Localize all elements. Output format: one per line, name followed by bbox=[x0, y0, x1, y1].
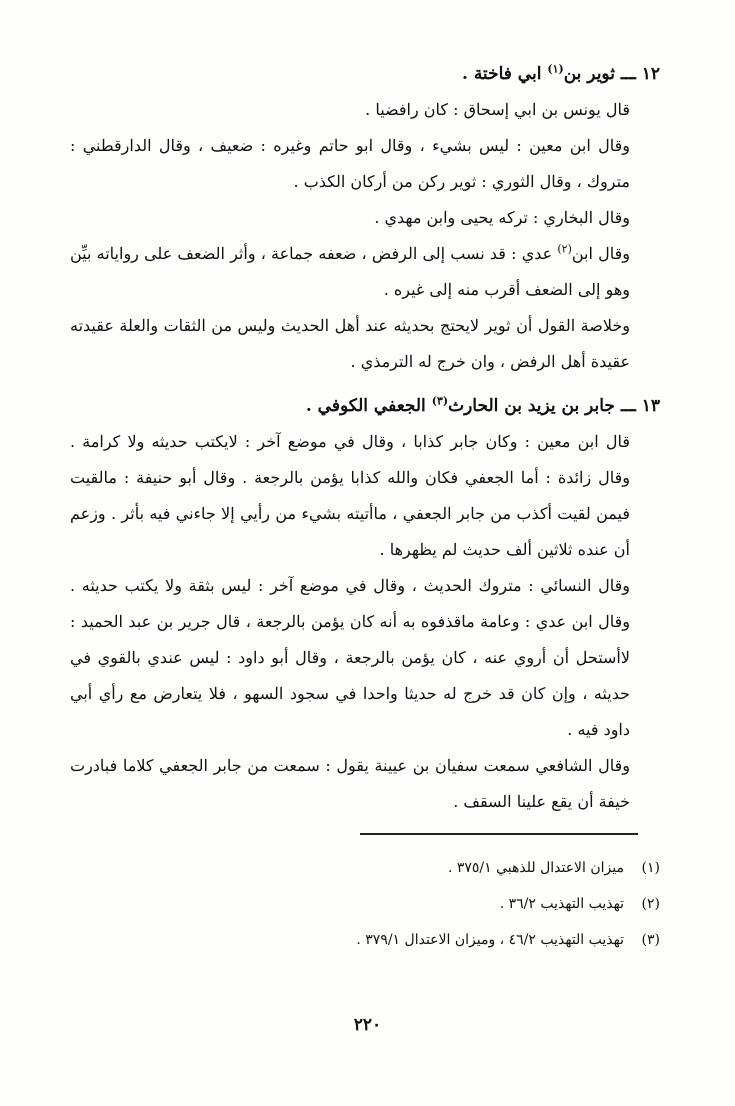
footnote-text: تهذيب التهذيب ٣٦/٢ . bbox=[499, 896, 624, 912]
paragraph: وقال الشافعي سمعت سفيان بن عيينة يقول : سمعت من جابر الجعفي كلاما فبادرت خيفة أن يقع علينا السقف . bbox=[70, 756, 631, 811]
main-text bbox=[70, 56, 660, 820]
entry-number: ١٢ bbox=[641, 64, 660, 84]
entry-heading-13 bbox=[70, 388, 660, 424]
footnote-number: (٢) bbox=[641, 896, 660, 912]
footnote-ref: (١) bbox=[547, 62, 564, 76]
paragraph-text: وقال ابن bbox=[571, 244, 631, 263]
footnote-number: (٣) bbox=[641, 932, 660, 948]
paragraph: قال يونس بن ابي إسحاق : كان رافضيا . bbox=[365, 100, 630, 119]
footnote-ref: (٢) bbox=[557, 242, 572, 256]
narrator-name: ثوير بن bbox=[563, 64, 615, 84]
paragraph: وقال النسائي : متروك الحديث ، وقال في موضع آخر : ليس بثقة ولا يكتب حديثه . وقال ابن عدي : وعامة ماقذفوه به أنه كان يؤمن بالرجعة ، قال جرير بن عبد الحميد : لاأستحل أن أروي عنه ، كان يؤمن بالرجعة ، وقال أبو داود : ليس عندي بالقوي في حديثه ، وإن كان قد خرج له حديثا واحدا في سجود السهو ، فلا يتعارض مع رأي أبي داود فيه . bbox=[70, 576, 630, 739]
narrator-name: جابر بن يزيد بن الحارث bbox=[448, 396, 615, 416]
paragraph: قال ابن معين : وكان جابر كذابا ، وقال في موضع آخر : لايكتب حديثه ولا كرامة . وقال زائدة : أما الجعفي فكان والله كذابا يؤمن بالرجعة . وقال أبو حنيفة : مالقيت فيمن لقيت أكذب من جابر الجعفي ، ماأتيته بشيء من رأيي إلا جاءني فيه بأثر . وزعم أن عنده ثلاثين ألف حديث لم يظهرها . bbox=[70, 432, 631, 559]
paragraph: وقال ابن معين : ليس بشيء ، وقال ابو حاتم وغيره : ضعيف ، وقال الدارقطني : متروك ، وقال الثوري : ثوير ركن من أركان الكذب . bbox=[70, 136, 630, 191]
entry-dash: ـــ bbox=[620, 396, 636, 416]
footnote-divider bbox=[360, 833, 638, 835]
narrator-name-rest: ابي فاختة . bbox=[461, 64, 542, 84]
footnote bbox=[70, 850, 660, 886]
footnotes bbox=[70, 850, 660, 958]
footnote bbox=[70, 922, 660, 958]
paragraph-text: عدي : قد نسب إلى الرفض ، ضعفه جماعة ، وأثر الضعف على رواياته بيِّن وهو إلى الضعف أقرب منه إلى غيره . bbox=[70, 244, 630, 299]
footnote bbox=[70, 886, 660, 922]
spacer bbox=[70, 380, 660, 388]
paragraph: وخلاصة القول أن ثوير لايحتج بحديثه عند أهل الحديث وليس من الثقات والعلة عقيدته عقيدة أهل الرفض ، وان خرج له الترمذي . bbox=[70, 316, 630, 371]
footnote-number: (١) bbox=[641, 860, 660, 876]
footnote-ref: (٣) bbox=[431, 394, 449, 408]
paragraph bbox=[70, 236, 660, 308]
paragraph: وقال البخاري : تركه يحيى وابن مهدي . bbox=[374, 208, 630, 227]
page-number: ٢٢٠ bbox=[353, 1015, 382, 1035]
footnote-text: ميزان الاعتدال للذهبي ٣٧٥/١ . bbox=[447, 860, 624, 876]
narrator-name-rest: الجعفي الكوفي . bbox=[305, 396, 426, 416]
entry-dash: ـــ bbox=[620, 64, 636, 84]
footnote-text: تهذيب التهذيب ٤٦/٢ ، وميزان الاعتدال ٣٧٩/١ . bbox=[356, 932, 624, 948]
entry-heading-12 bbox=[70, 56, 660, 92]
entry-number: ١٣ bbox=[641, 396, 660, 416]
